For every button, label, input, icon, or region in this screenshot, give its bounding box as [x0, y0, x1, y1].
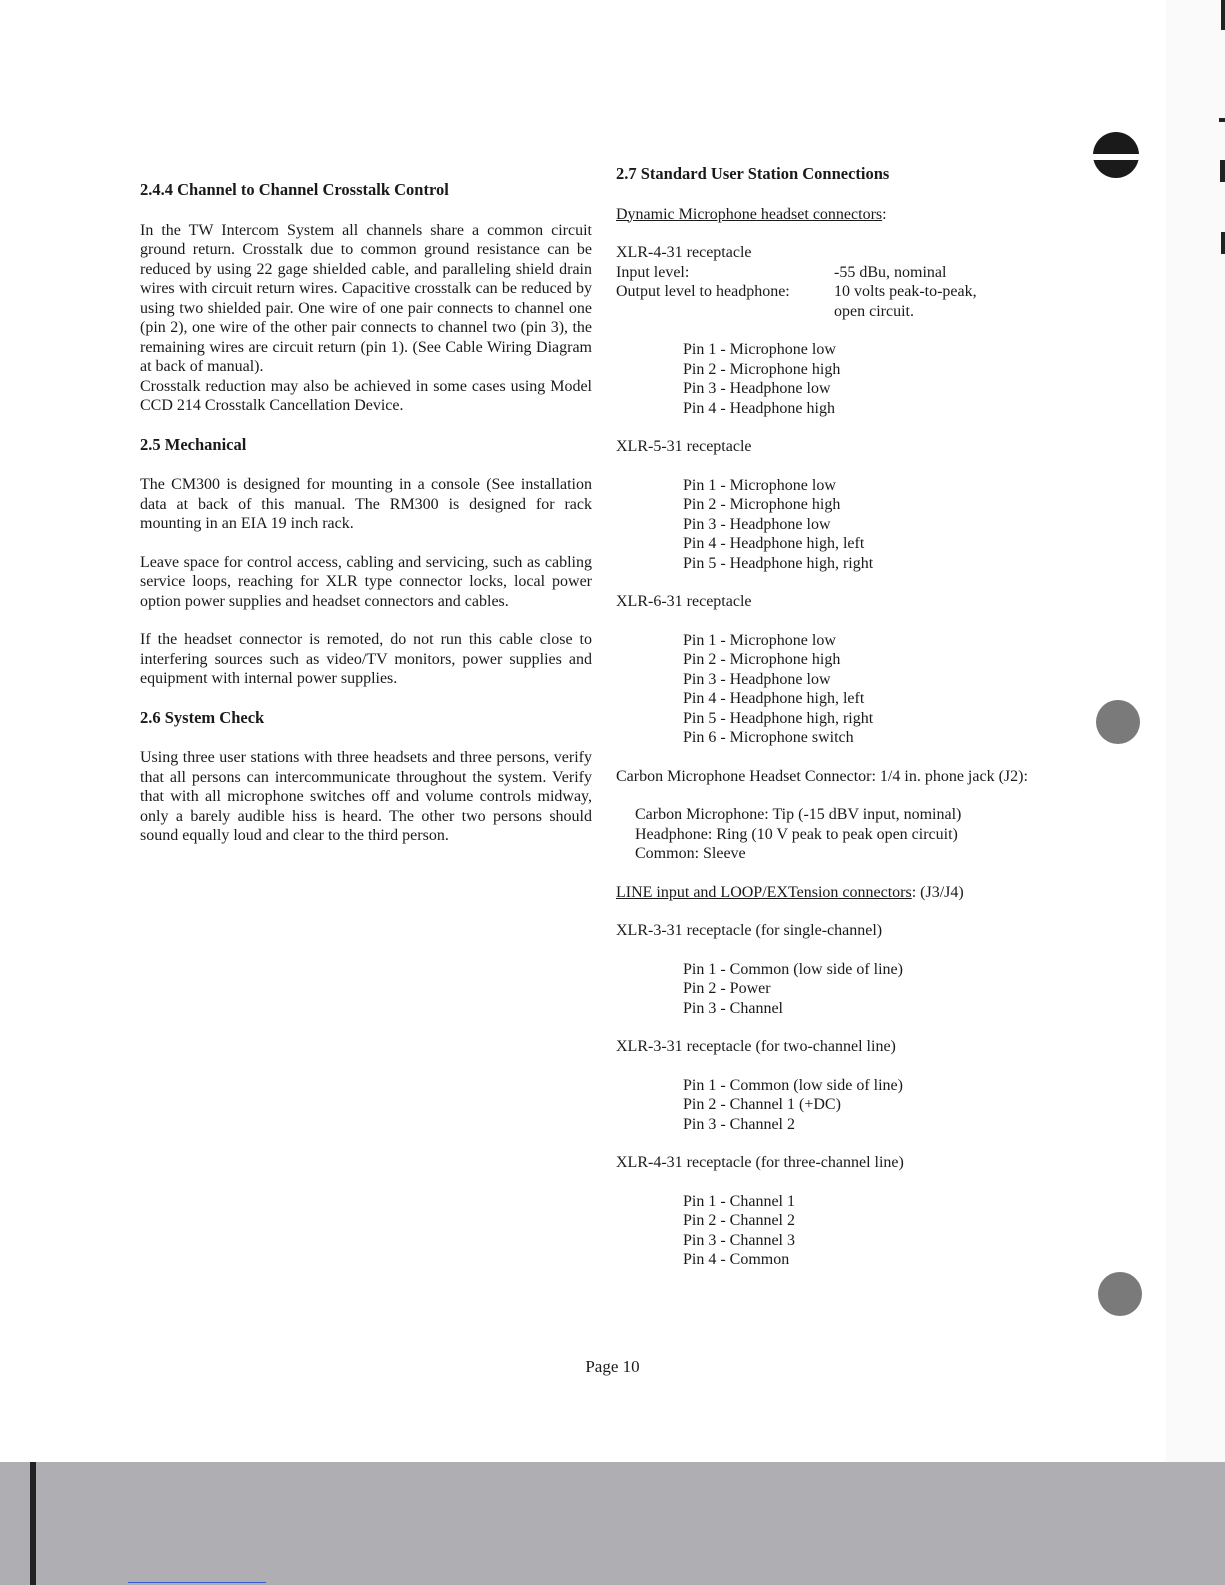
- output-level-row-2: [616, 302, 1096, 322]
- xlr6-title: XLR-6-31 receptacle: [616, 593, 752, 610]
- pin-item: Pin 2 - Power: [683, 980, 771, 997]
- pin-item: Pin 1 - Microphone low: [683, 341, 836, 358]
- paragraph-mechanical-1: The CM300 is designed for mounting in a console (See installation data at back of this manual. The RM300 is designed for rack mounting in an EIA 19 inch rack.: [140, 476, 592, 532]
- pin-item: Pin 4 - Headphone high, left: [683, 690, 865, 707]
- paragraph-crosstalk: In the TW Intercom System all channels share a common circuit ground return. Crosstalk due to common ground resistance can be reduced by using 22 gage shielded cable, and paralleling shield drain wires with circuit return wires. Capacitive crosstalk can be reduced by using two shielded pair. One wire of one pair connects to channel one (pin 2), one wire of the other pair connects to channel two (pin 3), the remaining wires are circuit return (pin 1). (See Cable Wiring Diagram at back of manual).: [140, 221, 592, 375]
- paragraph-ccd214: Crosstalk reduction may also be achieved in some cases using Model CCD 214 Crosstalk Cancellation Device.: [140, 377, 592, 414]
- scan-bottom-margin: [0, 1462, 1225, 1585]
- page-number: Page 10: [585, 1357, 640, 1376]
- right-column: [616, 164, 1096, 1289]
- section-heading-26: 2.6 System Check: [140, 707, 265, 727]
- pin-item: Pin 1 - Microphone low: [683, 476, 836, 494]
- pin-item: Pin 3 - Headphone low: [683, 380, 831, 397]
- xlr3-single-title: XLR-3-31 receptacle (for single-channel): [616, 922, 883, 939]
- left-column: [140, 180, 592, 865]
- xlr3-single-pin-list: [616, 960, 1096, 1019]
- xlr5-pin-list: [616, 476, 1096, 574]
- pin-item: Pin 1 - Common (low side of line): [683, 960, 903, 978]
- output-level-label: Output level to headphone:: [616, 283, 790, 300]
- scan-edge-mark: [1220, 160, 1225, 182]
- carbon-line: Carbon Microphone: Tip (-15 dBV input, nominal): [635, 806, 962, 823]
- pin-item: Pin 2 - Microphone high: [683, 651, 841, 668]
- pin-item: Pin 4 - Headphone high, left: [683, 535, 865, 552]
- carbon-line: Headphone: Ring (10 V peak to peak open circuit): [635, 825, 958, 843]
- pin-item: Pin 5 - Headphone high, right: [683, 709, 874, 727]
- paragraph-mechanical-3: If the headset connector is remoted, do not run this cable close to interfering sources such as video/TV monitors, power supplies and equipment with internal power supplies.: [140, 631, 592, 687]
- scan-edge-mark: [1221, 232, 1225, 254]
- scan-right-margin: [1166, 0, 1225, 1462]
- xlr3-two-pin-list: [616, 1076, 1096, 1135]
- section-heading-244: 2.4.4 Channel to Channel Crosstalk Control: [140, 180, 449, 199]
- xlr3-two-title: XLR-3-31 receptacle (for two-channel line): [616, 1038, 896, 1055]
- pin-item: Pin 3 - Channel 3: [683, 1231, 795, 1249]
- punch-hole: [1093, 132, 1139, 178]
- pin-item: Pin 2 - Channel 1 (+DC): [683, 1096, 841, 1113]
- scan-edge-mark: [1219, 118, 1225, 122]
- carbon-line: Common: Sleeve: [635, 845, 746, 862]
- pin-item: Pin 3 - Channel 2: [683, 1115, 795, 1133]
- input-level-label: Input level:: [616, 263, 690, 281]
- xlr4-title: XLR-4-31 receptacle: [616, 244, 752, 261]
- pin-item: Pin 5 - Headphone high, right: [683, 554, 874, 572]
- pin-item: Pin 4 - Headphone high: [683, 399, 835, 417]
- output-level-value: 10 volts peak-to-peak,: [834, 283, 977, 300]
- pin-item: Pin 1 - Microphone low: [683, 631, 836, 649]
- pin-item: Pin 1 - Common (low side of line): [683, 1076, 903, 1094]
- scan-bottom-edge: [30, 1462, 36, 1585]
- carbon-title: Carbon Microphone Headset Connector: 1/4 in. phone jack (J2):: [616, 767, 1028, 785]
- input-level-row: [616, 263, 1096, 283]
- pin-item: Pin 3 - Headphone low: [683, 670, 831, 688]
- punch-hole: [1098, 1272, 1142, 1316]
- pin-item: Pin 3 - Channel: [683, 999, 783, 1017]
- xlr4-pin-list: [616, 340, 1096, 418]
- pin-item: Pin 2 - Microphone high: [683, 496, 841, 513]
- xlr4-three-title: XLR-4-31 receptacle (for three-channel line): [616, 1154, 904, 1171]
- carbon-list: [616, 805, 1096, 864]
- pin-item: Pin 1 - Channel 1: [683, 1192, 795, 1210]
- pin-item: Pin 3 - Headphone low: [683, 515, 831, 533]
- output-level-row: [616, 282, 1096, 302]
- section-heading-25: 2.5 Mechanical: [140, 434, 247, 454]
- scan-bottom-line: [128, 1582, 266, 1583]
- pin-item: Pin 4 - Common: [683, 1251, 790, 1268]
- paragraph-mechanical-2: Leave space for control access, cabling and servicing, such as cabling service loops, reaching for XLR type connector locks, local power option power supplies and headset connectors and cables.: [140, 553, 592, 610]
- scan-edge-mark: [1221, 0, 1225, 30]
- pin-item: Pin 2 - Microphone high: [683, 360, 841, 378]
- output-level-value-2: open circuit.: [834, 302, 914, 320]
- dynamic-mic-title: Dynamic Microphone headset connectors:: [616, 205, 887, 223]
- pin-item: Pin 2 - Channel 2: [683, 1212, 795, 1229]
- paragraph-system-check: Using three user stations with three headsets and three persons, verify that all persons can intercommunicate throughout the system. Verify that with all microphone switches off and volume controls midway, only a barely audible hiss is heard. The other two persons should sound equally loud and clear to the third person.: [140, 749, 592, 844]
- xlr4-three-pin-list: [616, 1192, 1096, 1270]
- input-level-value: -55 dBu, nominal: [834, 263, 947, 281]
- pin-item: Pin 6 - Microphone switch: [683, 729, 854, 746]
- line-connectors-title: LINE input and LOOP/EXTension connectors: (J3/J4): [616, 883, 964, 901]
- xlr5-title: XLR-5-31 receptacle: [616, 438, 752, 455]
- xlr6-pin-list: [616, 631, 1096, 748]
- punch-hole: [1096, 700, 1140, 744]
- section-heading-27: 2.7 Standard User Station Connections: [616, 164, 890, 183]
